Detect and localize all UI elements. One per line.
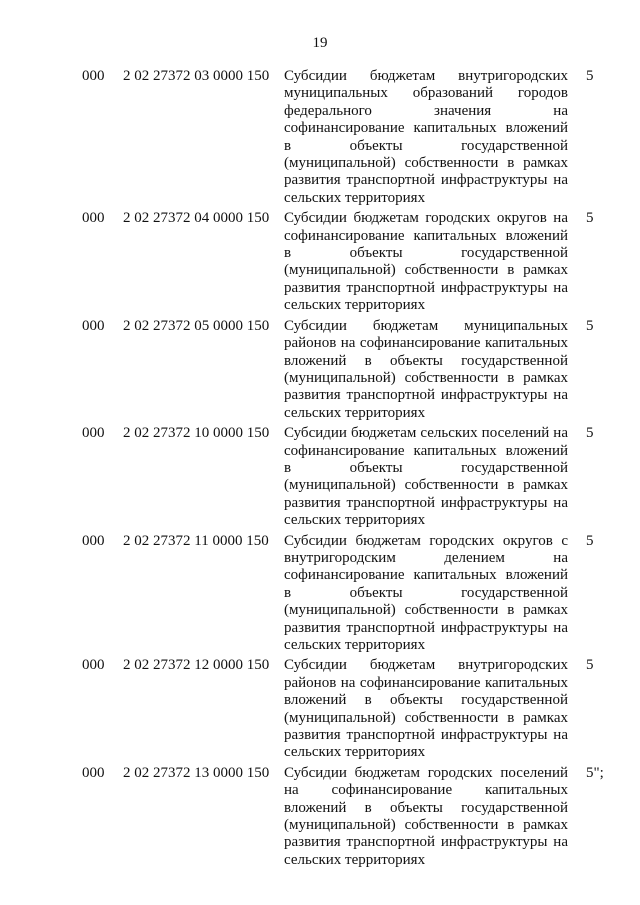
income-name-line: сельских территориях [284,851,426,868]
normative-value: 5 [586,657,594,674]
budget-code: 2 02 27372 11 0000 150 [123,532,269,549]
income-name-line: вложений в объекты государственной [284,352,568,369]
income-name-line: сельских территориях [284,637,426,653]
table-row [0,210,640,314]
table-row [0,533,640,655]
income-name-line: развития транспортной инфраструктуры на [284,727,568,744]
income-name-line: развития транспортной инфраструктуры на [284,387,568,404]
admin-code: 000 [82,764,105,781]
income-name-line: сельских территориях [284,297,426,314]
budget-code: 2 02 27372 04 0000 150 [123,210,270,227]
admin-code: 000 [82,68,105,84]
income-name-line: софинансирование капитальных вложений [284,442,568,459]
income-name-line: софинансирование капитальных вложений [284,120,568,137]
budget-code: 2 02 27372 10 0000 150 [123,425,270,442]
budget-code: 2 02 27372 05 0000 150 [123,317,270,334]
income-name-line: развития транспортной инфраструктуры на [284,619,568,636]
budget-code: 2 02 27372 12 0000 150 [123,657,270,674]
normative-value: 5 [586,425,594,442]
income-name-line: развития транспортной инфраструктуры на [284,494,568,511]
income-name [284,425,568,529]
income-name-line: федерального значения на [284,102,568,119]
income-name-line: Субсидии бюджетам городских округов на [284,210,568,227]
income-name-line: (муниципальной) собственности в рамках [284,155,568,172]
income-name-line: Субсидии бюджетам городских поселений [284,764,568,781]
table-row [0,765,640,869]
income-name-line: в объекты государственной [284,137,568,154]
income-name [284,657,568,761]
budget-code: 2 02 27372 03 0000 150 [123,68,270,84]
income-name-line: развития транспортной инфраструктуры на [284,172,568,189]
income-name [284,533,568,655]
income-name [284,318,568,422]
normative-value: 5 [586,317,594,334]
normative-value: 5 [586,210,594,227]
income-name-line: районов на софинансирование капитальных [284,674,568,691]
admin-code: 000 [82,532,105,549]
page-number: 19 [312,35,328,51]
income-name-line: муниципальных образований городов [284,85,568,102]
income-name-line: (муниципальной) собственности в рамках [284,817,568,834]
admin-code: 000 [82,657,105,674]
income-name-line: развития транспортной инфраструктуры на [284,279,568,296]
table-row [0,68,640,207]
admin-code: 000 [82,317,105,334]
income-name-line: в объекты государственной [284,459,568,476]
income-name-line: районов на софинансирование капитальных [284,335,568,352]
income-name-line: Субсидии бюджетам муниципальных [284,317,568,334]
income-name-line: развития транспортной инфраструктуры на [284,834,568,851]
normative-value: 5"; [586,764,604,781]
classification-table [0,68,640,872]
income-name-line: Субсидии бюджетам внутригородских [284,657,568,674]
income-name-line: сельских территориях [284,189,426,206]
income-name-line: в объекты государственной [284,245,568,262]
table-row [0,657,640,761]
table-row [0,425,640,529]
income-name-line: софинансирование капитальных вложений [284,227,568,244]
income-name-line: Субсидии бюджетам городских округов с [284,532,568,549]
income-name [284,765,568,869]
income-name-line: (муниципальной) собственности в рамках [284,262,568,279]
admin-code: 000 [82,210,105,227]
budget-code: 2 02 27372 13 0000 150 [123,764,270,781]
income-name-line: внутригородским делением на [284,549,568,566]
income-name-line: софинансирование капитальных вложений [284,567,568,584]
income-name-line: на софинансирование капитальных [284,782,568,799]
normative-value: 5 [586,68,594,84]
income-name-line: сельских территориях [284,512,426,529]
income-name [284,68,568,207]
income-name-line: вложений в объекты государственной [284,692,568,709]
income-name-line: (муниципальной) собственности в рамках [284,477,568,494]
income-name-line: в объекты государственной [284,584,568,601]
normative-value: 5 [586,532,594,549]
income-name [284,210,568,314]
income-name-line: сельских территориях [284,404,426,421]
income-name-line: (муниципальной) собственности в рамках [284,602,568,619]
income-name-line: Субсидии бюджетам сельских поселений на [284,425,568,442]
income-name-line: (муниципальной) собственности в рамках [284,369,568,386]
income-name-line: Субсидии бюджетам внутригородских [284,68,568,84]
income-name-line: сельских территориях [284,744,426,761]
income-name-line: вложений в объекты государственной [284,799,568,816]
admin-code: 000 [82,425,105,442]
income-name-line: (муниципальной) собственности в рамках [284,709,568,726]
table-row [0,318,640,422]
